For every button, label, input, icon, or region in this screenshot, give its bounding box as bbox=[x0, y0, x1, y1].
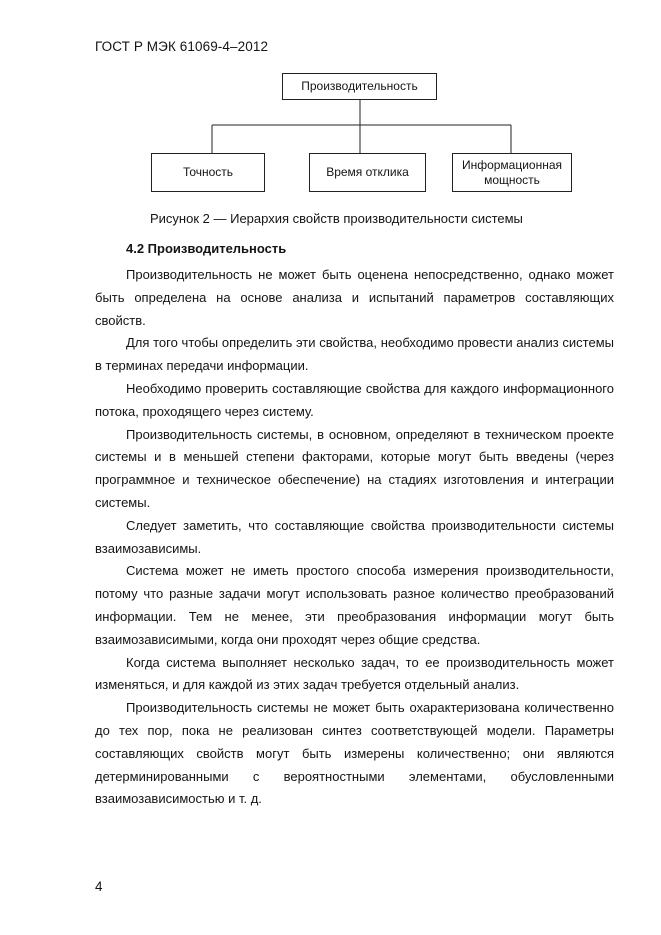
paragraph: Когда система выполняет несколько задач, то ее производительность может изменяться, и для каждой из этих задач требуется отдельный анализ. bbox=[95, 654, 614, 693]
page-number: 4 bbox=[95, 879, 103, 894]
diagram-root-node: Производительность bbox=[282, 73, 437, 100]
diagram-node-information-capacity: Информационная мощность bbox=[452, 153, 572, 192]
body-text bbox=[95, 264, 614, 811]
document-header: ГОСТ Р МЭК 61069-4–2012 bbox=[95, 39, 269, 54]
paragraph: Система может не иметь простого способа измерения производительности, потому что разные задачи могут использовать разное количество преобразований информации. Тем не менее, эти преобразования информации могут быть взаимозависимыми, когда они проходят через общие средства. bbox=[95, 563, 614, 647]
paragraph: Следует заметить, что составляющие свойства производительности системы взаимозависимы. bbox=[95, 517, 614, 556]
paragraph: Производительность не может быть оценена непосредственно, однако может быть определена на основе анализа и испытаний параметров составляющих свойств. bbox=[95, 267, 614, 328]
diagram-node-response-time: Время отклика bbox=[309, 153, 426, 192]
paragraph: Необходимо проверить составляющие свойства для каждого информационного потока, проходящего через систему. bbox=[95, 380, 614, 419]
figure-caption: Рисунок 2 — Иерархия свойств производительности системы bbox=[150, 211, 523, 226]
paragraph: Производительность системы не может быть охарактеризована количественно до тех пор, пока не реализован синтез соответствующей модели. Параметры составляющих свойств могут быть измерены количественно; они являются детерминированными с вероятностными элементами, обусловленными взаимозависимостью и т. д. bbox=[95, 700, 614, 807]
section-title: 4.2 Производительность bbox=[126, 241, 287, 256]
paragraph: Производительность системы, в основном, определяют в техническом проекте системы и в меньшей степени факторами, которые могут быть введены (через программное и техническое обеспечение) на стадиях изготовления и интеграции системы. bbox=[95, 426, 614, 510]
diagram-node-accuracy: Точность bbox=[151, 153, 265, 192]
paragraph: Для того чтобы определить эти свойства, необходимо провести анализ системы в терминах передачи информации. bbox=[95, 335, 614, 374]
